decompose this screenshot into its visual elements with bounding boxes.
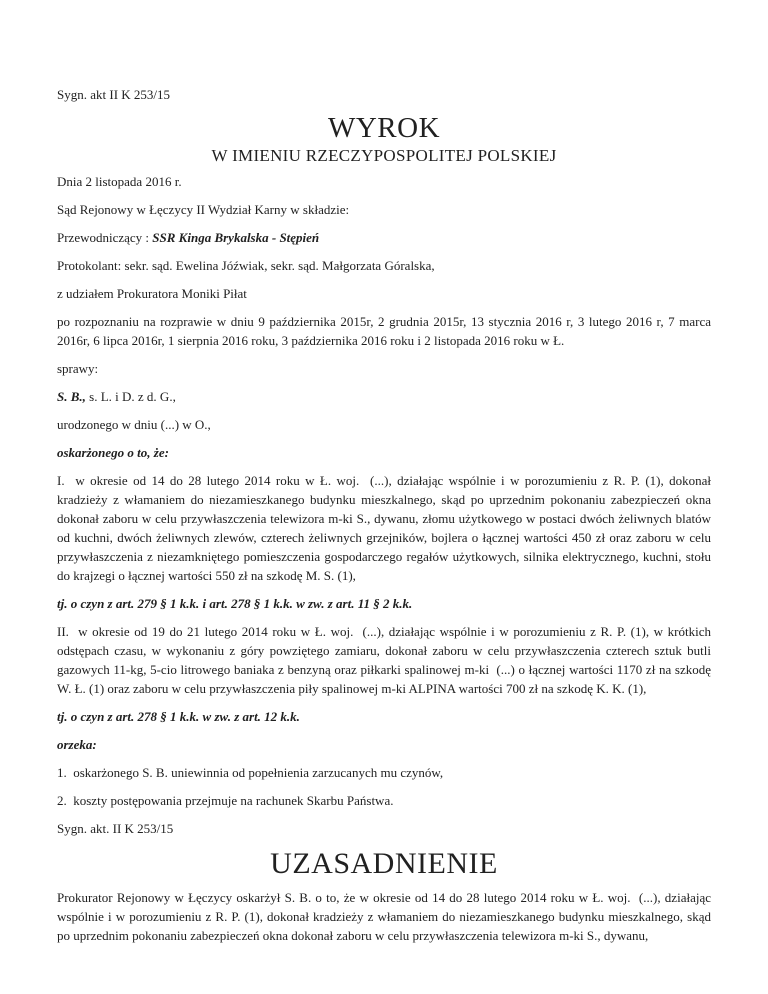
justification-title: UZASADNIENIE <box>270 847 498 880</box>
clerk-line: Protokolant: sekr. sąd. Ewelina Jóźwiak, sekr. sąd. Małgorzata Góralska, <box>57 258 435 273</box>
judgment-title: WYROK <box>327 112 441 144</box>
presiding-judge-line <box>57 228 711 247</box>
prosecutor-line: z udziałem Prokuratora Moniki Piłat <box>57 286 247 301</box>
presiding-judge-name: SSR Kinga Brykalska - Stępień <box>152 230 320 245</box>
defendant-parents: s. L. i D. z d. G., <box>85 389 176 404</box>
case-number-bottom: Sygn. akt. II K 253/15 <box>57 821 174 836</box>
court-composition-line: Sąd Rejonowy w Łęczycy II Wydział Karny w składzie: <box>57 202 350 217</box>
ruling-item-1: 1. oskarżonego S. B. uniewinnia od popełnienia zarzucanych mu czynów, <box>57 765 444 780</box>
charge-1-legal-qualification: tj. o czyn z art. 279 § 1 k.k. i art. 278 § 1 k.k. w zw. z art. 11 § 2 k.k. <box>57 596 413 611</box>
birth-line: urodzonego w dniu (...) w O., <box>57 417 211 432</box>
date-line: Dnia 2 listopada 2016 r. <box>57 174 182 189</box>
judgment-subtitle: W IMIENIU RZECZYPOSPOLITEJ POLSKIEJ <box>211 146 557 165</box>
adjudicates-heading: orzeka: <box>57 737 97 752</box>
charge-2-paragraph: II. w okresie od 19 do 21 lutego 2014 roku w Ł. woj. (...), działając wspólnie i w porozumieniu z R. P. (1), w krótkich odstępach czasu, w wykonaniu z góry powziętego zamiaru, dokonał zaboru w celu przywłaszczenia czterech sztuk butli gazowych 11-kg, 5-cio litrowego baniaka z benzyną oraz piłkarki spalinowej m-ki (...) o łącznej wartości 1170 zł na szkodę W. Ł. (1) oraz zaboru w celu przywłaszczenia piły spalinowej m-ki ALPINA wartości 700 zł na szkodę K. K. (1), <box>57 624 711 696</box>
case-number-top: Sygn. akt II K 253/15 <box>57 87 171 102</box>
accused-of-heading: oskarżonego o to, że: <box>57 445 169 460</box>
justification-paragraph: Prokurator Rejonowy w Łęczycy oskarżył S. B. o to, że w okresie od 14 do 28 lutego 2014 roku w Ł. woj. (...), działając wspólnie i w porozumieniu z R. P. (1), dokonał kradzieży z włamaniem do niezamieszkanego budynku mieszkalnego, skąd po uprzednim pokonaniu zabezpieczeń okna dokonał zaboru w celu przywłaszczenia telewizora m-ki S., dywanu, <box>57 890 711 943</box>
defendant-initials: S. B., <box>57 389 86 404</box>
presiding-label: Przewodniczący : <box>57 230 153 245</box>
charge-2-legal-qualification: tj. o czyn z art. 278 § 1 k.k. w zw. z art. 12 k.k. <box>57 709 300 724</box>
charge-1-paragraph: I. w okresie od 14 do 28 lutego 2014 roku w Ł. woj. (...), działając wspólnie i w porozumieniu z R. P. (1), dokonał kradzieży z włamaniem do niezamieszkanego budynku mieszkalnego, skąd po uprzednim pokonaniu zabezpieczeń okna dokonał zaboru w celu przywłaszczenia telewizora m-ki S., dywanu, złomu użytkowego w postaci dwóch żeliwnych blatów od kuchni, dwóch żeliwnych zlewów, czterech żeliwnych grzejników, bojlera o łącznej wartości 450 zł oraz zaboru w celu przywłaszczenia z niezamkniętego pomieszczenia gospodarczego regałów użytkowych, silnika elektrycznego, kuchni, stołu do krajzegi o łącznej wartości 550 zł na szkodę M. S. (1), <box>57 473 711 583</box>
case-of-line: sprawy: <box>57 361 99 376</box>
ruling-item-2: 2. koszty postępowania przejmuje na rachunek Skarbu Państwa. <box>57 793 394 808</box>
hearing-dates-paragraph: po rozpoznaniu na rozprawie w dniu 9 października 2015r, 2 grudnia 2015r, 13 stycznia 2016 r, 3 lutego 2016 r, 7 marca 2016r, 6 lipca 2016r, 1 sierpnia 2016 roku, 3 października 2016 roku i 2 listopada 2016 roku w Ł. <box>57 314 711 348</box>
defendant-line <box>57 387 711 406</box>
